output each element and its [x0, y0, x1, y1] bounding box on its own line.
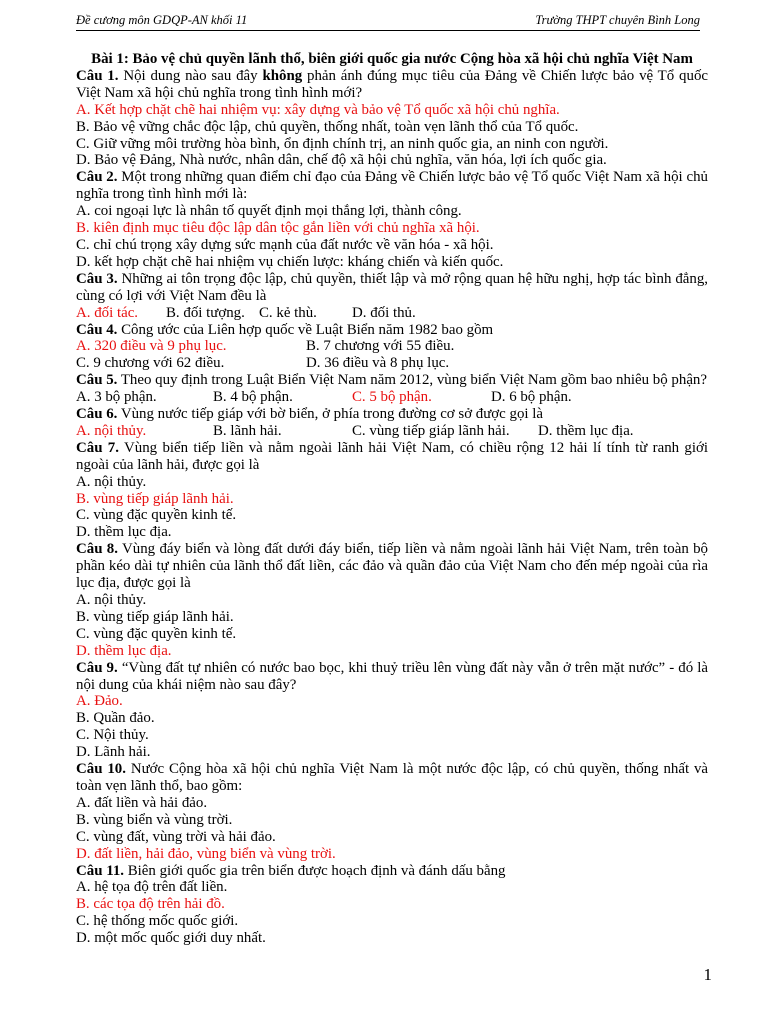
page-number: 1	[703, 965, 712, 984]
option-d: D. 36 điều và 8 phụ lục.	[306, 355, 450, 372]
option-c-answer: C. 5 bộ phận.	[352, 389, 432, 406]
question-text: Vùng nước tiếp giáp với bờ biển, ở phía trong đường cơ sở được gọi là	[117, 406, 544, 423]
question-8	[76, 541, 708, 592]
option-c: C. vùng đất, vùng trời và hải đảo.	[76, 828, 276, 845]
option-c: C. vùng đặc quyền kinh tế.	[76, 507, 237, 524]
option-b: B. Quần đảo.	[76, 710, 155, 727]
question-label: Câu 2.	[76, 169, 118, 186]
question-3	[76, 271, 708, 305]
option-b: B. đối tượng.	[166, 304, 245, 321]
question-label: Câu 9.	[76, 659, 118, 676]
option-a: A. đất liền và hải đảo.	[76, 794, 208, 811]
option-a: A. coi ngoại lực là nhân tố quyết định mọi thắng lợi, thành công.	[76, 203, 462, 220]
option-a-answer: A. Đảo.	[76, 693, 123, 710]
options-row	[76, 355, 708, 372]
option-b: B. 4 bộ phận.	[213, 389, 293, 406]
header-school: Trường THPT chuyên Bình Long	[535, 13, 700, 27]
option-a: A. nội thủy.	[76, 592, 147, 608]
question-text: Biên giới quốc gia trên biển được hoạch định và đánh dấu bằng	[124, 862, 506, 879]
option-a: A. 3 bộ phận.	[76, 389, 157, 406]
option-d-answer: D. đất liền, hải đảo, vùng biển và vùng trời.	[76, 845, 336, 862]
question-text: phản ánh đúng mục tiêu của Đảng về Chiến lược bảo vệ Tổ quốc Việt Nam xã hội chủ nghĩa trong tình hình mới?	[76, 67, 708, 101]
question-5	[76, 372, 708, 389]
question-6	[76, 406, 708, 423]
question-label: Câu 10.	[76, 761, 126, 778]
option-a: A. nội thủy.	[76, 473, 147, 490]
option-c: C. vùng tiếp giáp lãnh hải.	[352, 422, 510, 439]
option-b-answer: B. các tọa độ trên hải đồ.	[76, 896, 225, 913]
options-row	[76, 305, 708, 322]
options-row	[76, 423, 708, 440]
question-label: Câu 5.	[76, 372, 118, 389]
option-b: B. vùng biển và vùng trời.	[76, 811, 233, 828]
header-course: Đề cương môn GDQP-AN khối 11	[76, 13, 248, 27]
question-4	[76, 322, 708, 339]
question-label: Câu 11.	[76, 862, 124, 879]
question-text: Nước Cộng hòa xã hội chủ nghĩa Việt Nam là một nước độc lập, có chủ quyền, thống nhất và toàn vẹn lãnh thổ, bao gồm:	[76, 761, 708, 794]
option-c: C. Nội thủy.	[76, 727, 149, 744]
option-a-answer: A. Kết hợp chặt chẽ hai nhiệm vụ: xây dựng và bảo vệ Tổ quốc xã hội chủ nghĩa.	[76, 101, 560, 118]
question-label: Câu 4.	[76, 321, 118, 338]
options-row	[76, 338, 708, 355]
question-label: Câu 3.	[76, 270, 118, 287]
option-d: D. Bảo vệ Đảng, Nhà nước, nhân dân, chế độ xã hội chủ nghĩa, văn hóa, lợi ích quốc gia.	[76, 152, 607, 169]
option-a-answer: A. nội thủy.	[76, 422, 147, 439]
question-label: Câu 6.	[76, 406, 118, 423]
option-b: B. lãnh hải.	[213, 422, 282, 439]
question-9	[76, 660, 708, 694]
option-d-answer: D. thềm lục địa.	[76, 642, 172, 659]
question-text: Nội dung nào sau đây	[118, 67, 263, 84]
question-2	[76, 169, 708, 203]
option-d: D. đối thủ.	[352, 304, 416, 321]
option-b-answer: B. kiên định mục tiêu độc lập dân tộc gắn liền với chủ nghĩa xã hội.	[76, 220, 480, 237]
option-c: C. chỉ chú trọng xây dựng sức mạnh của đất nước về văn hóa - xã hội.	[76, 236, 494, 253]
option-c: C. kẻ thù.	[259, 304, 317, 321]
question-text: Vùng biển tiếp liền và nằm ngoài lãnh hải Việt Nam, có chiều rộng 12 hải lí tính từ ranh giới ngoài của lãnh hải, được gọi là	[76, 439, 708, 473]
question-1	[76, 68, 708, 102]
option-a: A. hệ tọa độ trên đất liền.	[76, 879, 228, 896]
options-row	[76, 389, 708, 406]
document-body	[76, 51, 708, 947]
option-d: D. kết hợp chặt chẽ hai nhiệm vụ chiến lược: kháng chiến và kiến quốc.	[76, 253, 504, 270]
question-text: “Vùng đất tự nhiên có nước bao bọc, khi thuỷ triều lên vùng đất này vẫn ở trên mặt nước” - đó là nội dung của khái niệm nào sau đây?	[76, 659, 708, 693]
question-label: Câu 1.	[76, 67, 119, 84]
question-text: Một trong những quan điểm chỉ đạo của Đảng về Chiến lược bảo vệ Tổ quốc Việt Nam xã hội chủ nghĩa trong tình hình mới là:	[76, 169, 708, 203]
option-c: C. hệ thống mốc quốc giới.	[76, 913, 239, 930]
question-7	[76, 440, 708, 474]
page-header	[76, 12, 700, 31]
option-d: D. thềm lục địa.	[538, 422, 634, 439]
option-d: D. 6 bộ phận.	[491, 389, 572, 406]
option-d: D. thềm lục địa.	[76, 524, 172, 541]
question-text: Những ai tôn trọng độc lập, chủ quyền, thiết lập và mở rộng quan hệ hữu nghị, hợp tác bình đẳng, cùng có lợi với Việt Nam đều là	[76, 270, 708, 304]
option-b-answer: B. vùng tiếp giáp lãnh hải.	[76, 490, 234, 507]
question-text: Vùng đáy biển và lòng đất dưới đáy biển, tiếp liền và nằm ngoài lãnh hải Việt Nam, trên toàn bộ phần kéo dài tự nhiên của lãnh thổ đất liền, các đảo và quần đảo của Việt Nam cho đến mép ngoài của rìa lục địa, được gọi là	[76, 541, 708, 592]
option-c: C. 9 chương với 62 điều.	[76, 355, 225, 372]
option-b: B. Bảo vệ vững chắc độc lập, chủ quyền, thống nhất, toàn vẹn lãnh thổ của Tổ quốc.	[76, 118, 579, 135]
question-10	[76, 761, 708, 795]
question-label: Câu 7.	[76, 439, 119, 456]
question-emphasis: không	[262, 67, 303, 84]
option-c: C. Giữ vững môi trường hòa bình, ổn định chính trị, an ninh quốc gia, an ninh con người.	[76, 135, 609, 152]
option-b: B. vùng tiếp giáp lãnh hải.	[76, 608, 234, 625]
question-text: Theo quy định trong Luật Biển Việt Nam năm 2012, vùng biển Việt Nam gồm bao nhiêu bộ phận?	[117, 372, 707, 389]
question-11	[76, 863, 708, 880]
option-d: D. một mốc quốc giới duy nhất.	[76, 930, 266, 947]
option-a-answer: A. 320 điều và 9 phụ lục.	[76, 338, 227, 355]
option-d: D. Lãnh hải.	[76, 744, 151, 761]
question-label: Câu 8.	[76, 541, 118, 558]
option-a-answer: A. đối tác.	[76, 304, 139, 321]
option-c: C. vùng đặc quyền kinh tế.	[76, 625, 237, 642]
lesson-title: Bài 1: Bảo vệ chủ quyền lãnh thổ, biên giới quốc gia nước Cộng hòa xã hội chủ nghĩa Việt Nam	[91, 51, 693, 67]
option-b: B. 7 chương với 55 điều.	[306, 338, 455, 355]
question-text: Công ước của Liên hợp quốc về Luật Biển năm 1982 bao gồm	[117, 321, 494, 338]
